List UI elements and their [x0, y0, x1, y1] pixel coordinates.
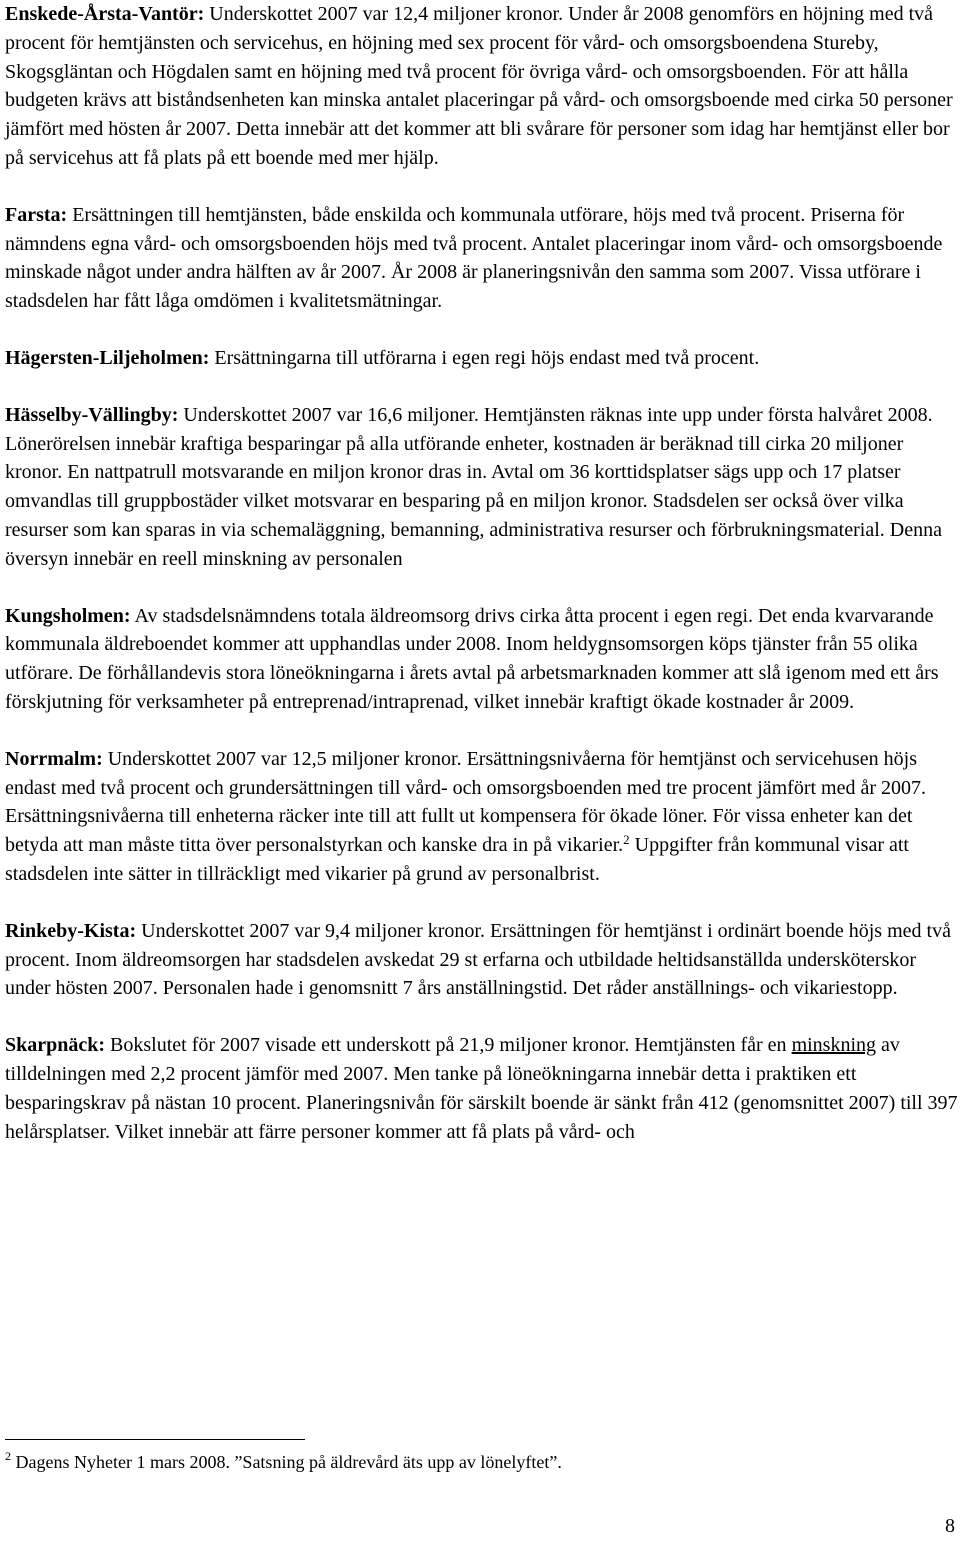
paragraph-text: Underskottet 2007 var 12,4 miljoner kronor. Under år 2008 genomförs en höjning med två procent för hemtjänsten och servicehus, en höjning med sex procent för vård- och omsorgsboendena Stureby, Skogsgläntan och Högdalen samt en höjning med två procent för övriga vård- och omsorgsboenden. För att hålla budgeten krävs att biståndsenheten kan minska antalet placeringar på vård- och omsorgsboende med cirka 50 personer jämfört med hösten år 2007. Detta innebär att det kommer att bli svårare för personer som idag har hemtjänst eller bor på servicehus att få plats på ett boende med mer hjälp.: [5, 3, 953, 169]
district-heading: Hägersten-Liljeholmen:: [5, 346, 210, 369]
paragraph-text: Underskottet 2007 var 9,4 miljoner kronor. Ersättningen för hemtjänst i ordinärt boende höjs med två procent. Inom äldreomsorgen har stadsdelen avskedat 29 st erfarna och utbildade heltidsanställda undersköterskor under hösten 2007. Personalen hade i genomsnitt 7 års anställningstid. Det råder anställnings- och vikariestopp.: [5, 919, 951, 1000]
paragraph-text: Bokslutet för 2007 visade ett underskott på 21,9 miljoner kronor. Hemtjänsten får en: [105, 1034, 792, 1057]
paragraph-hasselby: [5, 401, 960, 574]
paragraph-text-continued: Uppgifter från kommunal visar att stadsdelen inte sätter in tillräckligt med vikarier på grund av personalbrist.: [5, 834, 909, 885]
footnote: [5, 1450, 562, 1474]
footnote-reference[interactable]: 2: [623, 832, 630, 848]
footnote-text: Dagens Nyheter 1 mars 2008. ”Satsning på äldrevård äts upp av lönelyftet”.: [11, 1452, 562, 1472]
paragraph-text: Underskottet 2007 var 12,5 miljoner kronor. Ersättningsnivåerna för hemtjänst och servicehusen höjs endast med två procent och grundersättningen till vård- och omsorgsboenden med tre procent jämfört med år 2007. Ersättningsnivåerna till enheterna räcker inte till att fullt ut kompensera för ökade löner. För vissa enheter kan det betyda att man måste titta över personalstyrkan och kanske dra in på vikarier.: [5, 747, 927, 857]
district-heading: Enskede-Årsta-Vantör:: [5, 3, 205, 25]
footnote-number: 2: [5, 1449, 11, 1463]
district-heading: Hässelby-Vällingby:: [5, 403, 179, 426]
district-heading: Skarpnäck:: [5, 1034, 106, 1057]
paragraph-text: Underskottet 2007 var 16,6 miljoner. Hemtjänsten räknas inte upp under första halvåret 2008. Lönerörelsen innebär kraftiga besparingar på alla utförande enheter, kostnaden är beräknad till cirka 20 miljoner kronor. En nattpatrull motsvarande en miljon kronor dras in. Avtal om 36 korttidsplatser sägs upp och 17 platser omvandlas till gruppbostäder vilket motsvarar en besparing på en miljon kronor. Stadsdelen ser också över vilka resurser som kan sparas in via schemaläggning, bemanning, administrativa resurser och förbrukningsmaterial. Denna översyn innebär en reell minskning av personalen: [5, 403, 942, 570]
paragraph-text: Ersättningen till hemtjänsten, både enskilda och kommunala utförare, höjs med två procent. Priserna för nämndens egna vård- och omsorgsboenden höjs med två procent. Antalet placeringar inom vård- och omsorgsboende minskade något under andra hälften av år 2007. År 2008 är planeringsnivån den samma som 2007. Vissa utförare i stadsdelen har fått låga omdömen i kvalitetsmätningar.: [5, 203, 943, 313]
paragraph-text: Av stadsdelsnämndens totala äldreomsorg drivs cirka åtta procent i egen regi. Det enda kvarvarande kommunala äldreboendet kommer att upphandlas under 2008. Inom heldygnsomsorgen köps tjänster från 55 olika utförare. De förhållandevis stora löneökningarna i årets avtal på arbetsmarknaden kommer att slå igenom med ett års förskjutning för verksamheter på entreprenad/intraprenad, vilket innebär kraftigt ökade kostnader år 2009.: [5, 604, 939, 713]
district-heading: Rinkeby-Kista:: [5, 919, 137, 942]
paragraph-skarpnack: [5, 1031, 960, 1146]
underlined-word: minskning: [791, 1034, 877, 1057]
page-number: 8: [945, 1515, 955, 1537]
paragraph-rinkeby: [5, 917, 960, 1003]
paragraph-norrmalm: [5, 745, 960, 889]
paragraph-text-continued: av tilldelningen med 2,2 procent jämför med 2007. Men tanke på löneökningarna innebär detta i praktiken ett besparingskrav på nästan 10 procent. Planeringsnivån för särskilt boende är sänkt från 412 (genomsnittet 2007) till 397 helårsplatser. Vilket innebär att färre personer kommer att få plats på vård- och: [5, 1034, 958, 1143]
paragraph-farsta: [5, 201, 960, 316]
district-heading: Farsta:: [5, 203, 68, 226]
paragraph-enskede: [5, 0, 960, 173]
paragraph-kungsholmen: [5, 602, 960, 717]
document-body: [5, 0, 960, 1174]
district-heading: Kungsholmen:: [5, 604, 131, 627]
paragraph-text: Ersättningarna till utförarna i egen regi höjs endast med två procent.: [209, 346, 760, 369]
paragraph-hagersten: [5, 344, 960, 373]
footnote-divider: [5, 1439, 305, 1440]
district-heading: Norrmalm:: [5, 747, 103, 770]
